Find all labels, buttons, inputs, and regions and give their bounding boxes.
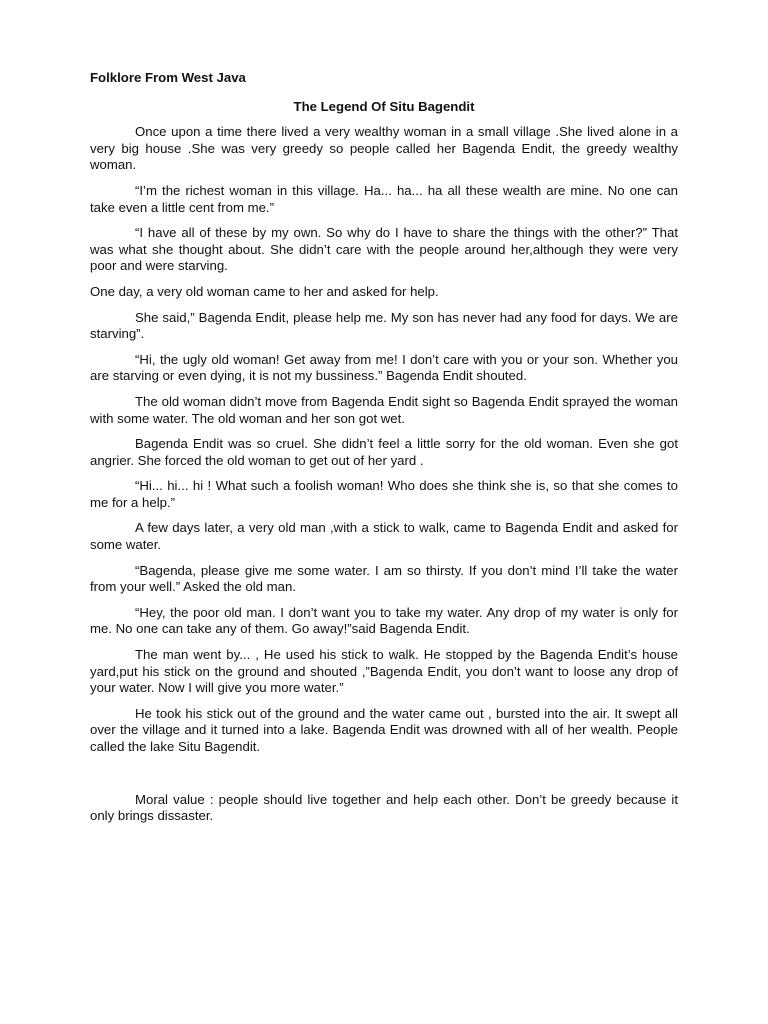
story-paragraph: He took his stick out of the ground and the water came out , bursted into the air. It swept all over the village and it turned into a lake. Bagenda Endit was drowned with all of her wealth. People called the lake Situ Bagendit. [90, 705, 678, 754]
story-paragraph: The man went by... , He used his stick to walk. He stopped by the Bagenda Endit’s house yard,put his stick on the ground and shouted ,”Bagenda Endit, you don’t want to loose any drop of your water. Now I will give you more water.” [90, 647, 678, 696]
story-paragraph: “I have all of these by my own. So why do I have to share the things with the other?” That was what she thought about. She didn’t care with the people around her,although they were very poor and were starving. [90, 225, 678, 274]
story-paragraph: The old woman didn’t move from Bagenda Endit sight so Bagenda Endit sprayed the woman with some water. The old woman and her son got wet. [90, 393, 678, 426]
story-paragraph: She said,” Bagenda Endit, please help me. My son has never had any food for days. We are starving”. [90, 309, 678, 342]
story-paragraph: Once upon a time there lived a very wealthy woman in a small village .She lived alone in a very big house .She was very greedy so people called her Bagenda Endit, the greedy wealthy woman. [90, 124, 678, 173]
story-paragraph: “Hi... hi... hi ! What such a foolish woman! Who does she think she is, so that she comes to me for a help.” [90, 478, 678, 510]
story-paragraph: One day, a very old woman came to her and asked for help. [90, 283, 439, 299]
document-page [90, 70, 678, 834]
story-paragraph: “I’m the richest woman in this village. Ha... ha... ha all these wealth are mine. No one can take even a little cent from me.” [90, 182, 678, 215]
blank-space [90, 765, 678, 792]
story-paragraph: A few days later, a very old man ,with a stick to walk, came to Bagenda Endit and asked for some water. [90, 520, 678, 553]
document-title: The Legend Of Situ Bagendit [293, 98, 475, 114]
story-paragraph: “Bagenda, please give me some water. I am so thirsty. If you don’t mind I’ll take the water from your well.” Asked the old man. [90, 562, 678, 595]
story-paragraph: “Hi, the ugly old woman! Get away from me! I don’t care with you or your son. Whether you are starving or even dying, it is not my bussiness.” Bagenda Endit shouted. [90, 351, 678, 384]
document-header: Folklore From West Java [90, 70, 246, 85]
moral-paragraph: Moral value : people should live together and help each other. Don’t be greedy because it only brings dissaster. [90, 791, 678, 824]
story-paragraph: Bagenda Endit was so cruel. She didn’t feel a little sorry for the old woman. Even she got angrier. She forced the old woman to get out of her yard . [90, 436, 678, 468]
story-paragraph: “Hey, the poor old man. I don’t want you to take my water. Any drop of my water is only for me. No one can take any of them. Go away!”said Bagenda Endit. [90, 604, 678, 637]
